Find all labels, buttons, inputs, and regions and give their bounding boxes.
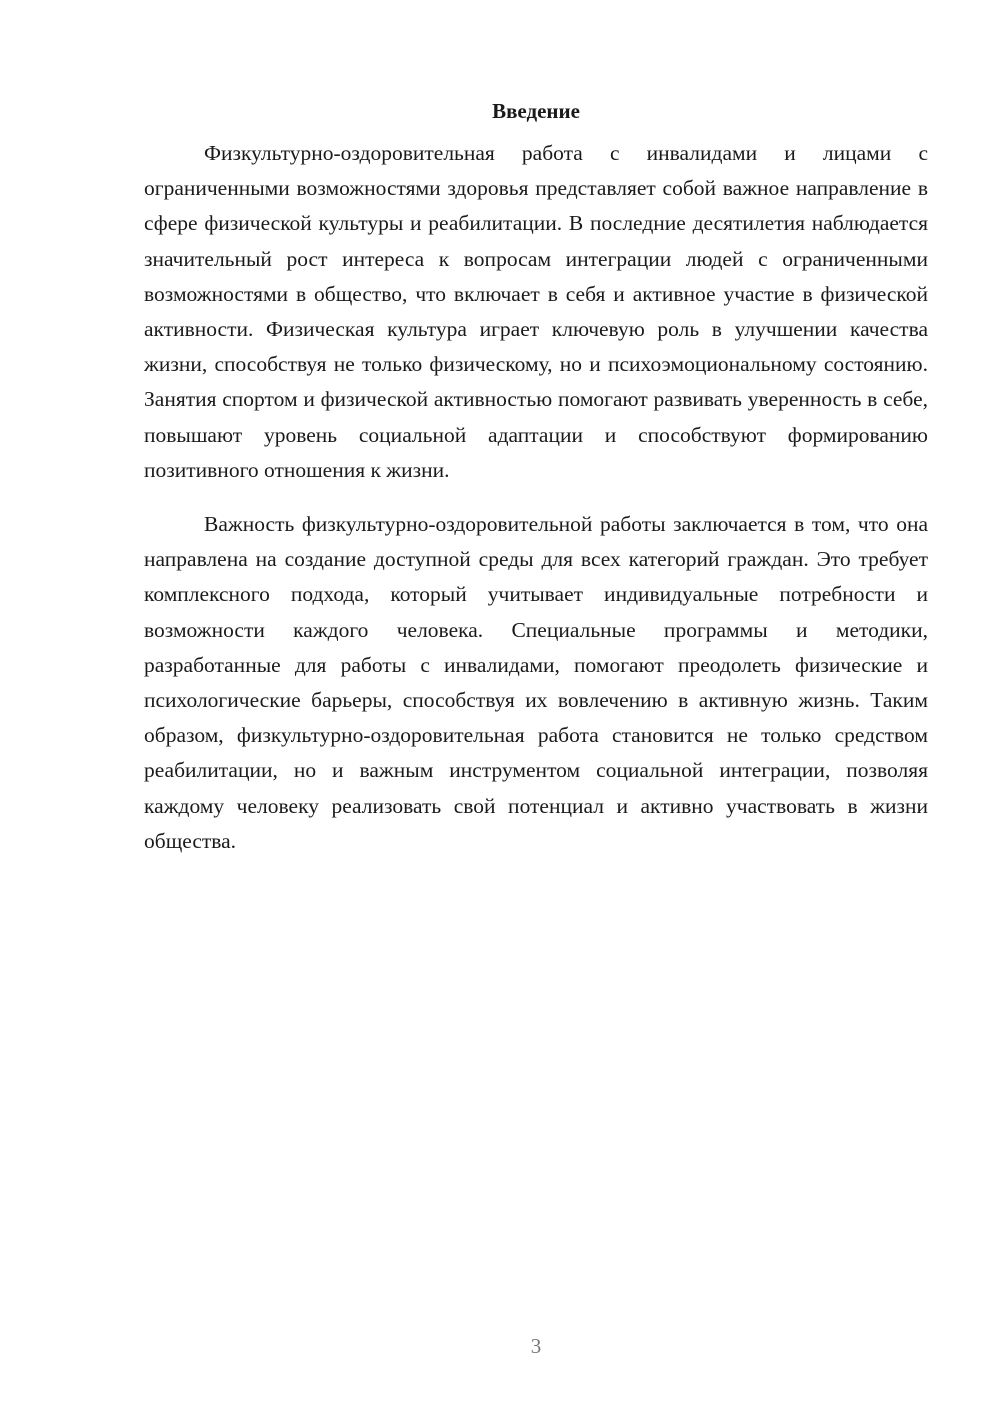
page-number: 3 [530,1334,542,1358]
paragraph-1: Физкультурно-оздоровительная работа с инвалидами и лицами с ограниченными возможностями здоровья представляет собой важное направление в сфере физической культуры и реабилитации. В последние десятилетия наблюдается значительный рост интереса к вопросам интеграции людей с ограниченными возможностями в общество, что включает в себя и активное участие в физической активности. Физическая культура играет ключевую роль в улучшении качества жизни, способствуя не только физическому, но и психоэмоциональному состоянию. Занятия спортом и физической активностью помогают развивать уверенность в себе, повышают уровень социальной адаптации и способствуют формированию позитивного отношения к жизни. [144,141,928,482]
section-heading: Введение [492,99,580,123]
page-content [144,96,928,859]
paragraph-2: Важность физкультурно-оздоровительной работы заключается в том, что она направлена на создание доступной среды для всех категорий граждан. Это требует комплексного подхода, который учитывает индивидуальные потребности и возможности каждого человека. Специальные программы и методики, разработанные для работы с инвалидами, помогают преодолеть физические и психологические барьеры, способствуя их вовлечению в активную жизнь. Таким образом, физкультурно-оздоровительная работа становится не только средством реабилитации, но и важным инструментом социальной интеграции, позволяя каждому человеку реализовать свой потенциал и активно участвовать в жизни общества. [144,512,928,853]
